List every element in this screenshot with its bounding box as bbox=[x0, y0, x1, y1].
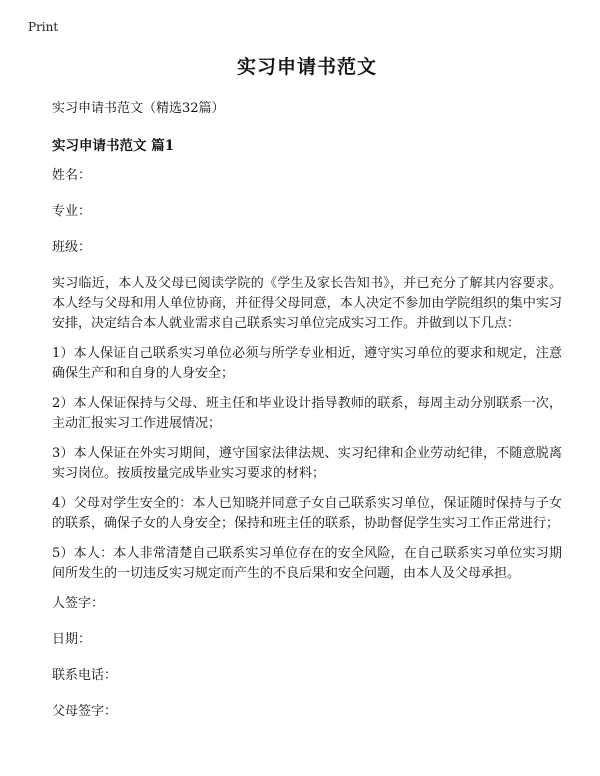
student-signature-label: 人签字： bbox=[52, 596, 105, 611]
name-field-label: 姓名： bbox=[52, 168, 92, 183]
section-heading: 实习申请书范文 篇1 bbox=[52, 138, 175, 154]
date-label: 日期： bbox=[52, 632, 92, 647]
commitment-item-4: 4）父母对学生安全的：本人已知晓并同意子女自己联系实习单位，保证随时保持与子女的联系，确保子女的人身安全；保持和班主任的联系，协助督促学生实习工作正常进行； bbox=[52, 496, 562, 531]
page-title: 实习申请书范文 bbox=[236, 56, 377, 78]
intro-paragraph: 实习临近，本人及父母已阅读学院的《学生及家长告知书》，并已充分了解其内容要求。本人经与父母和用人单位协商，并征得父母同意，本人决定不参加由学院组织的集中实习安排，决定结合本人就业需求自己联系实习单位完成实习工作。并做到以下几点： bbox=[52, 276, 562, 331]
document-subtitle: 实习申请书范文（精选32篇） bbox=[52, 101, 225, 116]
commitment-item-2: 2）本人保证保持与父母、班主任和毕业设计指导教师的联系，每周主动分别联系一次，主动汇报实习工作进展情况； bbox=[52, 396, 562, 431]
commitment-item-5: 5）本人：本人非常清楚自己联系实习单位存在的安全风险，在自己联系实习单位实习期间所发生的一切违反实习规定而产生的不良后果和安全问题，由本人及父母承担。 bbox=[52, 546, 562, 581]
class-field-label: 班级： bbox=[52, 240, 92, 255]
document-page bbox=[52, 52, 562, 738]
phone-label: 联系电话： bbox=[52, 668, 118, 683]
commitment-item-3: 3）本人保证在外实习期间，遵守国家法律法规、实习纪律和企业劳动纪律，不随意脱离实习岗位。按质按量完成毕业实习要求的材料； bbox=[52, 446, 562, 481]
print-link[interactable]: Print bbox=[28, 20, 59, 34]
commitment-item-1: 1）本人保证自己联系实习单位必须与所学专业相近，遵守实习单位的要求和规定，注意确保生产和和自身的人身安全； bbox=[52, 346, 562, 381]
major-field-label: 专业： bbox=[52, 204, 92, 219]
parent-signature-label: 父母签字： bbox=[52, 704, 118, 719]
